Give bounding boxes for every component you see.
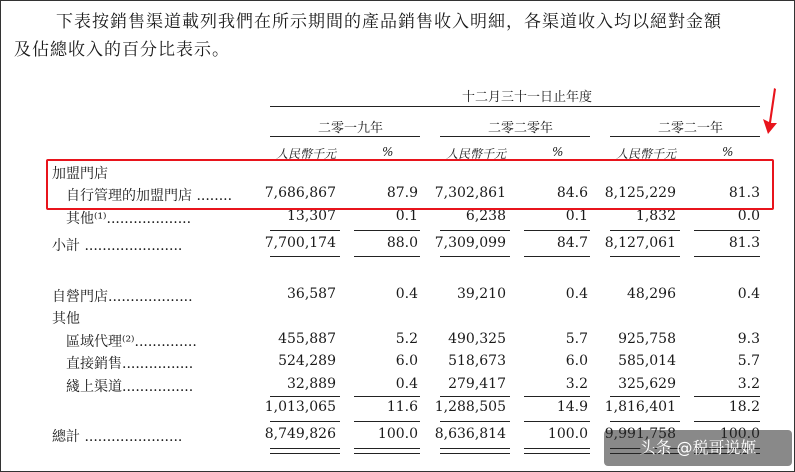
amount-cell: 8,636,814 bbox=[434, 426, 506, 442]
percent-cell: 84.6 bbox=[556, 185, 588, 201]
other-sum-rule bbox=[270, 396, 340, 397]
row-label: 小計 ...................... bbox=[52, 238, 183, 254]
percent-cell: 0.1 bbox=[565, 208, 588, 224]
other-sum-rule bbox=[610, 396, 680, 397]
amount-cell: 48,296 bbox=[627, 286, 676, 302]
amount-cell: 39,210 bbox=[457, 286, 506, 302]
watermark: 头条 @税哥说姬 bbox=[604, 430, 792, 466]
amount-cell: 585,014 bbox=[618, 353, 676, 369]
amount-cell: 6,238 bbox=[465, 208, 506, 224]
year-rule-2021 bbox=[610, 136, 760, 137]
row-label: 直接銷售................ bbox=[66, 356, 194, 372]
amount-cell: 490,325 bbox=[448, 331, 506, 347]
other-sum-rule bbox=[354, 396, 420, 397]
percent-cell: 88.0 bbox=[386, 235, 418, 251]
other-sum-rule bbox=[694, 396, 760, 397]
intro-line-2: 及佔總收入的百分比表示。 bbox=[14, 40, 230, 60]
percent-cell: 100.0 bbox=[377, 426, 418, 442]
total-rule bbox=[694, 421, 760, 422]
total-rule bbox=[440, 421, 510, 422]
other-sum-rule bbox=[524, 396, 590, 397]
percent-cell: 84.7 bbox=[556, 235, 588, 251]
amount-cell: 325,629 bbox=[618, 376, 676, 392]
total-double-rule bbox=[354, 448, 420, 454]
amount-cell: 8,127,061 bbox=[604, 235, 676, 251]
intro-paragraph bbox=[14, 8, 784, 64]
year-2021: 二零二一年 bbox=[658, 121, 724, 136]
unit-amount-2020: 人民幣千元 bbox=[446, 147, 507, 161]
amount-cell: 7,309,099 bbox=[434, 235, 506, 251]
subtotal-rule bbox=[524, 230, 590, 231]
amount-cell: 36,587 bbox=[287, 286, 336, 302]
subtotal-under-rule bbox=[524, 256, 590, 257]
subtotal-under-rule bbox=[270, 256, 340, 257]
percent-cell: 0.4 bbox=[395, 376, 418, 392]
percent-cell: 3.2 bbox=[565, 376, 588, 392]
amount-cell: 524,289 bbox=[278, 353, 336, 369]
year-rule-2019 bbox=[270, 136, 420, 137]
row-label: 加盟門店 bbox=[52, 166, 108, 182]
amount-cell: 1,816,401 bbox=[604, 399, 676, 415]
year-2019: 二零一九年 bbox=[318, 121, 384, 136]
unit-pct-2021: % bbox=[722, 145, 734, 159]
row-label: 區域代理⁽²⁾.............. bbox=[66, 334, 197, 350]
percent-cell: 11.6 bbox=[386, 399, 418, 415]
row-label: 其他⁽¹⁾................... bbox=[66, 211, 192, 227]
total-rule bbox=[610, 421, 680, 422]
subtotal-rule bbox=[610, 230, 680, 231]
percent-cell: 14.9 bbox=[556, 399, 588, 415]
unit-pct-2020: % bbox=[552, 145, 564, 159]
amount-cell: 8,125,229 bbox=[604, 185, 676, 201]
amount-cell: 7,700,174 bbox=[264, 235, 336, 251]
percent-cell: 5.7 bbox=[565, 331, 588, 347]
row-label: 自行管理的加盟門店 ........ bbox=[66, 188, 233, 204]
row-label: 自營門店................... bbox=[52, 289, 193, 305]
subtotal-rule bbox=[440, 230, 510, 231]
percent-cell: 87.9 bbox=[386, 185, 418, 201]
total-double-rule bbox=[440, 448, 510, 454]
intro-line-1: 下表按銷售渠道載列我們在所示期間的產品銷售收入明細，各渠道收入均以絕對金額 bbox=[56, 12, 722, 32]
highlight-box bbox=[46, 159, 774, 210]
amount-cell: 1,013,065 bbox=[264, 399, 336, 415]
percent-cell: 0.4 bbox=[737, 286, 760, 302]
unit-amount-2019: 人民幣千元 bbox=[276, 147, 337, 161]
amount-cell: 279,417 bbox=[448, 376, 506, 392]
period-header: 十二月三十一日止年度 bbox=[462, 90, 593, 105]
percent-cell: 100.0 bbox=[547, 426, 588, 442]
percent-cell: 5.2 bbox=[395, 331, 418, 347]
total-double-rule bbox=[524, 448, 590, 454]
unit-pct-2019: % bbox=[382, 145, 394, 159]
amount-cell: 32,889 bbox=[287, 376, 336, 392]
percent-cell: 0.1 bbox=[395, 208, 418, 224]
percent-cell: 6.0 bbox=[565, 353, 588, 369]
percent-cell: 6.0 bbox=[395, 353, 418, 369]
percent-cell: 81.3 bbox=[728, 235, 760, 251]
total-rule bbox=[524, 421, 590, 422]
subtotal-rule bbox=[694, 230, 760, 231]
total-double-rule bbox=[270, 448, 340, 454]
percent-cell: 5.7 bbox=[737, 353, 760, 369]
amount-cell: 8,749,826 bbox=[264, 426, 336, 442]
amount-cell: 7,686,867 bbox=[264, 185, 336, 201]
other-sum-rule bbox=[440, 396, 510, 397]
unit-amount-2021: 人民幣千元 bbox=[616, 147, 677, 161]
percent-cell: 0.4 bbox=[565, 286, 588, 302]
amount-cell: 925,758 bbox=[618, 331, 676, 347]
year-2020: 二零二零年 bbox=[488, 121, 554, 136]
subtotal-under-rule bbox=[610, 256, 680, 257]
percent-cell: 81.3 bbox=[728, 185, 760, 201]
red-arrow-icon bbox=[756, 86, 780, 136]
total-rule bbox=[270, 421, 340, 422]
row-label: 總計 ...................... bbox=[52, 429, 183, 445]
subtotal-under-rule bbox=[354, 256, 420, 257]
subtotal-rule bbox=[354, 230, 420, 231]
header-rule bbox=[270, 106, 760, 107]
total-rule bbox=[354, 421, 420, 422]
subtotal-rule bbox=[270, 230, 340, 231]
percent-cell: 0.4 bbox=[395, 286, 418, 302]
subtotal-under-rule bbox=[440, 256, 510, 257]
subtotal-under-rule bbox=[694, 256, 760, 257]
year-rule-2020 bbox=[440, 136, 590, 137]
amount-cell: 13,307 bbox=[287, 208, 336, 224]
amount-cell: 518,673 bbox=[448, 353, 506, 369]
percent-cell: 3.2 bbox=[737, 376, 760, 392]
percent-cell: 0.0 bbox=[737, 208, 760, 224]
row-label: 綫上渠道................ bbox=[66, 379, 194, 395]
amount-cell: 1,288,505 bbox=[434, 399, 506, 415]
percent-cell: 18.2 bbox=[728, 399, 760, 415]
row-label: 其他 bbox=[52, 311, 80, 327]
percent-cell: 9.3 bbox=[737, 331, 760, 347]
amount-cell: 7,302,861 bbox=[434, 185, 506, 201]
amount-cell: 455,887 bbox=[278, 331, 336, 347]
amount-cell: 1,832 bbox=[635, 208, 676, 224]
